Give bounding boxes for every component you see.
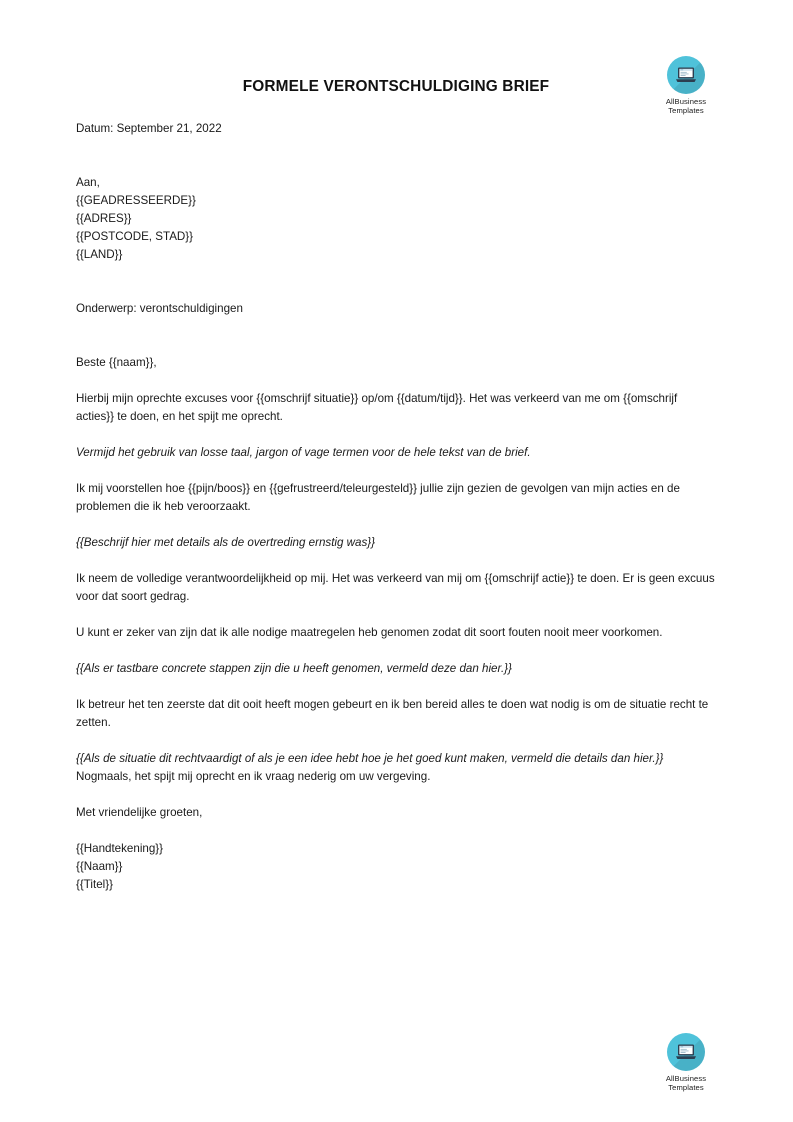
paragraph-apology-opening: Hierbij mijn oprechte excuses voor {{omschrijf situatie}} op/om {{datum/tijd}}. Het was verkeerd van me om {{omschrijf acties}} te doen, en het spijt me oprecht. (76, 392, 678, 423)
recipient-address: {{ADRES}} (76, 212, 132, 225)
paragraph-take-responsibility: Ik neem de volledige verantwoordelijkheid op mij. Het was verkeerd van mij om {{omschrijf actie}} te doen. Er is geen excuus voor dat soort gedrag. (76, 572, 715, 603)
paragraph-regret-statement: Ik betreur het ten zeerste dat dit ooit heeft mogen gebeurt en ik ben bereid alles te doen wat nodig is om de situatie recht te zetten. (76, 698, 709, 729)
spacer (76, 138, 717, 174)
logo-wordmark (649, 1074, 723, 1093)
spacer (76, 318, 717, 354)
sign-off-closing: Met vriendelijke groeten, (76, 806, 203, 819)
spacer (76, 642, 717, 660)
paragraph-corrective-measures: U kunt er zeker van zijn dat ik alle nodige maatregelen heb genomen zodat dit soort fouten nooit meer voorkomen. (76, 626, 663, 639)
spacer (76, 786, 717, 804)
paragraph-tip-make-it-right: {{Als de situatie dit rechtvaardigt of als je een idee hebt hoe je het goed kunt maken, vermeld die details dan hier.}} (76, 752, 664, 765)
spacer (76, 516, 717, 534)
recipient-addressee: {{GEADRESSEERDE}} (76, 194, 196, 207)
sign-off-name: {{Naam}} (76, 860, 123, 873)
spacer (76, 552, 717, 570)
recipient-country: {{LAND}} (76, 248, 123, 261)
spacer (76, 678, 717, 696)
sign-off-title: {{Titel}} (76, 878, 113, 891)
paragraph-tip-describe-details: {{Beschrijf hier met details als de overtreding ernstig was}} (76, 536, 376, 549)
paragraph-tip-avoid-jargon: Vermijd het gebruik van losse taal, jargon of vage termen voor de hele tekst van de brief. (76, 446, 531, 459)
greeting-line: Beste {{naam}}, (76, 356, 157, 369)
logo-wordmark-line1: AllBusiness (665, 1074, 707, 1083)
logo-wordmark-line2: Templates (668, 1083, 704, 1093)
spacer (76, 732, 717, 750)
letter-body (76, 120, 717, 894)
spacer (76, 822, 717, 840)
spacer (76, 606, 717, 624)
recipient-postcode-city: {{POSTCODE, STAD}} (76, 230, 194, 243)
subject-line: Onderwerp: verontschuldigingen (76, 302, 243, 315)
page-title: FORMELE VERONTSCHULDIGING BRIEF (242, 78, 550, 95)
laptop-icon (667, 1033, 705, 1071)
logo-wordmark-line1: AllBusiness (665, 97, 707, 106)
logo-wordmark (649, 97, 723, 116)
logo-wordmark-line2: Templates (668, 106, 704, 116)
spacer (76, 264, 717, 300)
spacer (76, 462, 717, 480)
paragraph-closing-apology: Nogmaals, het spijt mij oprecht en ik vraag nederig om uw vergeving. (76, 770, 431, 783)
paragraph-tip-concrete-steps: {{Als er tastbare concrete stappen zijn die u heeft genomen, vermeld deze dan hier.}} (76, 662, 512, 675)
date-line: Datum: September 21, 2022 (76, 122, 222, 135)
spacer (76, 426, 717, 444)
sign-off-signature: {{Handtekening}} (76, 842, 164, 855)
recipient-salutation: Aan, (76, 176, 100, 189)
paragraph-acknowledge-feelings: Ik mij voorstellen hoe {{pijn/boos}} en {{gefrustreerd/teleurgesteld}} jullie zijn gezien de gevolgen van mijn acties en de problemen die ik heb veroorzaakt. (76, 482, 680, 513)
brand-logo-footer (649, 1033, 723, 1093)
spacer (76, 372, 717, 390)
